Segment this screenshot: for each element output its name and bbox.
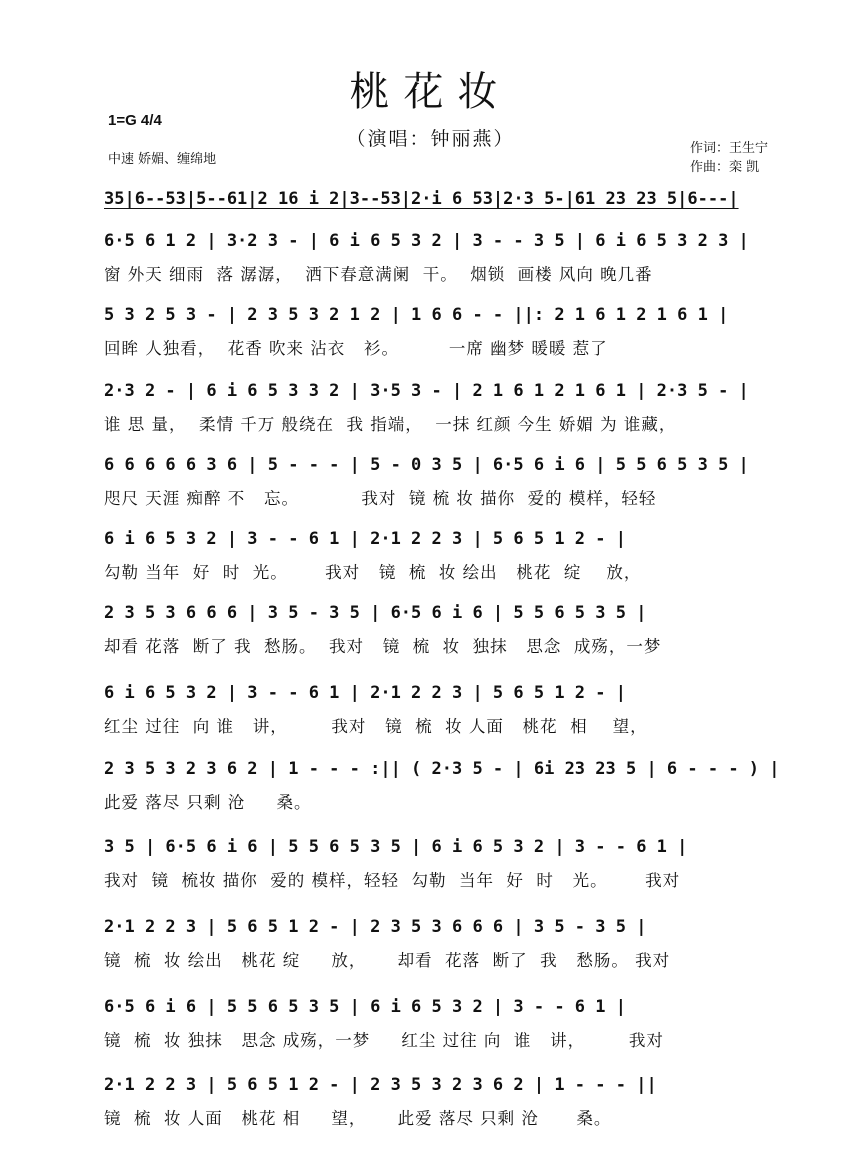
lyric-line: 镜 梳 妆 绘出 桃花 绽 放， 却看 花落 断了 我 愁肠。 我对 <box>104 951 671 970</box>
notation: 6 i 6 5 3 2 | 3 - - 6 1 | 2·1 2 2 3 | 5 6 5 1 2 - | <box>104 683 626 703</box>
notation: 2·1 2 2 3 | 5 6 5 1 2 - | 2 3 5 3 2 3 6 2 | 1 - - - || <box>104 1075 657 1095</box>
song-title: 桃花妆 <box>349 69 512 115</box>
notation: 2·3 2 - | 6 i 6 5 3 3 2 | 3·5 3 - | 2 1 6 1 2 1 6 1 | 2·3 5 - | <box>104 381 749 401</box>
score-line-2 <box>104 228 794 287</box>
lyric-line: 红尘 过往 向 谁 讲， 我对 镜 梳 妆 人面 桃花 相 望， <box>104 717 648 736</box>
lyric-line: 窗 外天 细雨 落 潺潺， 洒下春意满阑 干。 烟锁 画楼 风向 晚几番 <box>104 265 653 284</box>
singer-credit: （演唱：钟丽燕） <box>346 128 515 150</box>
lyric-line: 咫尺 天涯 痴醉 不 忘。 我对 镜 梳 妆 描你 爱的 模样，轻轻 <box>104 489 657 508</box>
notation: 2·1 2 2 3 | 5 6 5 1 2 - | 2 3 5 3 6 6 6 | 3 5 - 3 5 | <box>104 917 647 937</box>
lyric-line: 我对 镜 梳妆 描你 爱的 模样，轻轻 勾勒 当年 好 时 光。 我对 <box>104 871 681 890</box>
lyricist-credit: 作词：王生宁 <box>690 141 769 156</box>
notation: 6·5 6 i 6 | 5 5 6 5 3 5 | 6 i 6 5 3 2 | 3 - - 6 1 | <box>104 997 626 1017</box>
score-line-10 <box>104 834 794 893</box>
lyric-line: 回眸 人独看， 花香 吹来 沾衣 衫。 一席 幽梦 暖暖 惹了 <box>104 339 608 358</box>
key-signature: 1=G 4/4 <box>108 112 162 129</box>
notation: 5 3 2 5 3 - | 2 3 5 3 2 1 2 | 1 6 6 - - ||: 2 1 6 1 2 1 6 1 | <box>104 305 729 325</box>
score-line-1 <box>104 186 794 213</box>
lyric-line: 此爱 落尽 只剩 沧 桑。 <box>104 793 312 812</box>
notation: 6 i 6 5 3 2 | 3 - - 6 1 | 2·1 2 2 3 | 5 6 5 1 2 - | <box>104 529 626 549</box>
lyric-line: 镜 梳 妆 人面 桃花 相 望， 此爱 落尽 只剩 沧 桑。 <box>104 1109 612 1128</box>
score-line-4 <box>104 378 794 437</box>
notation: 2 3 5 3 6 6 6 | 3 5 - 3 5 | 6·5 6 i 6 | 5 5 6 5 3 5 | <box>104 603 647 623</box>
score-line-9 <box>104 756 794 815</box>
score-line-5 <box>104 452 794 511</box>
score-line-12 <box>104 994 794 1053</box>
composer-credit: 作曲：栾 凯 <box>690 160 760 175</box>
lyric-line: 勾勒 当年 好 时 光。 我对 镜 梳 妆 绘出 桃花 绽 放， <box>104 563 642 582</box>
notation: 6·5 6 1 2 | 3·2 3 - | 6 i 6 5 3 2 | 3 - - 3 5 | 6 i 6 5 3 2 3 | <box>104 231 749 251</box>
lyric-line: 谁 思 量， 柔情 千万 般绕在 我 指端， 一抹 红颜 今生 娇媚 为 谁藏， <box>104 415 677 434</box>
notation: 2 3 5 3 2 3 6 2 | 1 - - - :|| ( 2·3 5 - | 6i 23 23 5 | 6 - - - ) | <box>104 759 780 779</box>
notation: 35|6--53|5--61|2 16 i 2|3--53|2·i 6 53|2·3 5-|61 23 23 5|6---| <box>104 189 739 209</box>
score-line-3 <box>104 302 794 361</box>
score-line-11 <box>104 914 794 973</box>
score-line-8 <box>104 680 794 739</box>
notation: 6 6 6 6 6 3 6 | 5 - - - | 5 - 0 3 5 | 6·5 6 i 6 | 5 5 6 5 3 5 | <box>104 455 749 475</box>
lyric-line: 镜 梳 妆 独抹 思念 成殇，一梦 红尘 过往 向 谁 讲， 我对 <box>104 1031 664 1050</box>
tempo-marking: 中速 娇媚、缠绵地 <box>108 152 217 167</box>
score-line-7 <box>104 600 794 659</box>
notation: 3 5 | 6·5 6 i 6 | 5 5 6 5 3 5 | 6 i 6 5 3 2 | 3 - - 6 1 | <box>104 837 688 857</box>
score-line-6 <box>104 526 794 585</box>
score-line-13 <box>104 1072 794 1131</box>
lyric-line: 却看 花落 断了 我 愁肠。 我对 镜 梳 妆 独抹 思念 成殇，一梦 <box>104 637 662 656</box>
